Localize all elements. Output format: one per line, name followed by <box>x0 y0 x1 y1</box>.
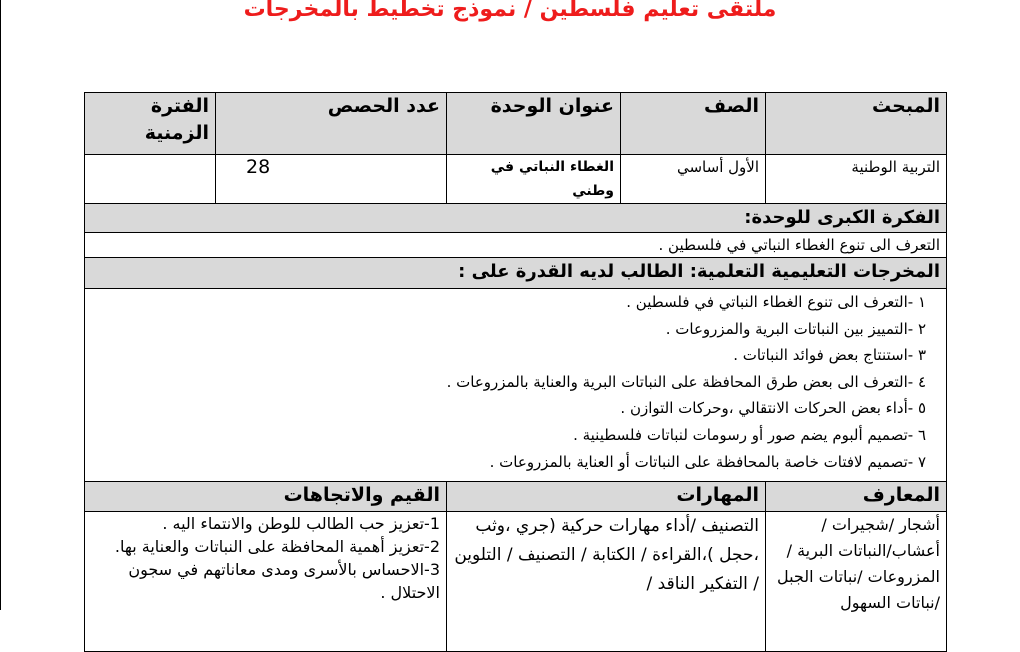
skills-content: التصنيف /أداء مهارات حركية (جري ،وثب ،حجل )،القراءة / الكتابة / التصنيف / التلوين / التفكير الناقد / <box>447 512 766 652</box>
value-item: 1-تعزيز حب الطالب للوطن والانتماء اليه . <box>162 514 440 533</box>
lower-content-row <box>85 512 947 652</box>
lower-header-row <box>85 482 947 512</box>
page-title: ملتقى تعليم فلسطين / نموذج تخطيط بالمخرجات <box>243 0 777 22</box>
outcome-item: ٣ -استنتاج بعض فوائد النباتات . <box>733 346 926 365</box>
knowledge-header: المعارف <box>766 482 947 512</box>
outcome-item: ٥ -أداء بعض الحركات الانتقالي ،وحركات التوازن . <box>620 399 926 418</box>
skills-header: المهارات <box>447 482 766 512</box>
values-content <box>85 512 447 652</box>
outcome-item: ٤ -التعرف الى بعض طرق المحافظة على النباتات البرية والعناية بالمزروعات . <box>446 372 926 391</box>
big-idea-text: التعرف الى تنوع الغطاء النباتي في فلسطين . <box>85 233 947 258</box>
big-idea-heading: الفكرة الكبرى للوحدة: <box>85 204 947 233</box>
header-row <box>85 93 947 155</box>
lesson-count-value: 28 <box>216 155 447 204</box>
subject-header: المبحث <box>766 93 947 155</box>
left-margin-rule <box>0 0 1 610</box>
value-item: 2-تعزيز أهمية المحافظة على النباتات والعناية بها. <box>114 537 440 556</box>
values-attitudes-header: القيم والاتجاهات <box>85 482 447 512</box>
values-row <box>85 155 947 204</box>
time-period-header: الفترة الزمنية <box>85 93 216 155</box>
unit-title-value: الغطاء النباتي في وطني <box>447 155 621 204</box>
outcomes-list <box>85 289 947 482</box>
grade-value: الأول أساسي <box>621 155 766 204</box>
value-item: 3-الاحساس بالأسرى ومدى معاناتهم في سجون الاحتلال . <box>128 560 440 602</box>
outcome-item: ٢ -التمييز بين النباتات البرية والمزروعات . <box>665 319 926 338</box>
outcome-item: ١ -التعرف الى تنوع الغطاء النباتي في فلسطين . <box>626 293 926 311</box>
outcomes-heading: المخرجات التعليمية التعلمية: الطالب لديه القدرة على : <box>85 258 947 289</box>
grade-header: الصف <box>621 93 766 155</box>
lesson-count-header: عدد الحصص <box>216 93 447 155</box>
time-period-value <box>85 155 216 204</box>
subject-value: التربية الوطنية <box>766 155 947 204</box>
knowledge-content: أشجار /شجيرات /أعشاب/النباتات البرية /المزروعات /نباتات الجبل /نباتات السهول <box>766 512 947 652</box>
planning-table <box>84 92 947 652</box>
unit-title-header: عنوان الوحدة <box>447 93 621 155</box>
outcome-item: ٦ -تصميم ألبوم يضم صور أو رسومات لنباتات فلسطينية . <box>573 425 926 444</box>
outcome-item: ٧ -تصميم لافتات خاصة بالمحافظة على النباتات أو العناية بالمزروعات . <box>489 452 926 471</box>
